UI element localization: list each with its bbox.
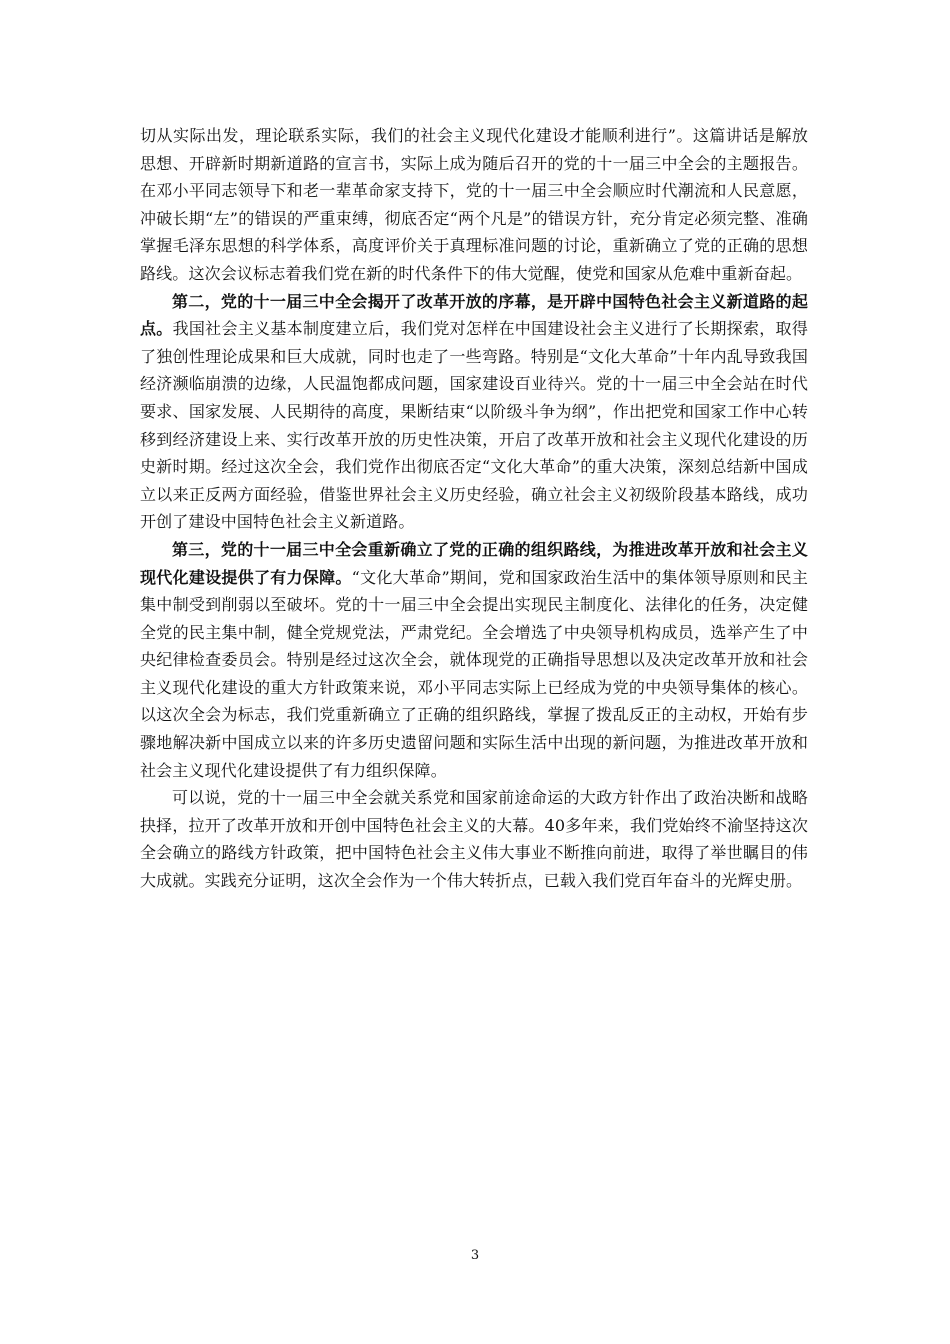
page-number: 3 (470, 1248, 480, 1263)
paragraph-text: 可以说，党的十一届三中全会就关系党和国家前途命运的大政方针作出了政治决断和战略抉择，拉开了改革开放和开创中国特色社会主义的大幕。40多年来，我们党始终不渝坚持这次全会确立的路线方针政策，把中国特色社会主义伟大事业不断推向前进，取得了举世瞩目的伟大成就。实践充分证明，这次全会作为一个伟大转折点，已载入我们党百年奋斗的光辉史册。 (140, 788, 808, 891)
paragraph-conclusion (140, 784, 808, 894)
document-body (140, 122, 808, 895)
paragraph-second-point (140, 288, 808, 536)
paragraph-text: 我国社会主义基本制度建立后，我们党对怎样在中国建设社会主义进行了长期探索，取得了独创性理论成果和巨大成就，同时也走了一些弯路。特别是“文化大革命”十年内乱导致我国经济濒临崩溃的边缘，人民温饱都成问题，国家建设百业待兴。党的十一届三中全会站在时代要求、国家发展、人民期待的高度，果断结束“以阶级斗争为纲”，作出把党和国家工作中心转移到经济建设上来、实行改革开放的历史性决策，开启了改革开放和社会主义现代化建设的历史新时期。经过这次全会，我们党作出彻底否定“文化大革命”的重大决策，深刻总结新中国成立以来正反两方面经验，借鉴世界社会主义历史经验，确立社会主义初级阶段基本路线，成功开创了建设中国特色社会主义新道路。 (140, 319, 808, 532)
paragraph-text: 切从实际出发，理论联系实际，我们的社会主义现代化建设才能顺利进行”。这篇讲话是解放思想、开辟新时期新道路的宣言书，实际上成为随后召开的党的十一届三中全会的主题报告。在邓小平同志领导下和老一辈革命家支持下，党的十一届三中全会顺应时代潮流和人民意愿，冲破长期“左”的错误的严重束缚，彻底否定“两个凡是”的错误方针，充分肯定必须完整、准确掌握毛泽东思想的科学体系，高度评价关于真理标准问题的讨论，重新确立了党的正确的思想路线。这次会议标志着我们党在新的时代条件下的伟大觉醒，使党和国家从危难中重新奋起。 (140, 126, 808, 283)
paragraph-heading: 第二，党的十一届三中全会揭开了改革开放的序幕，是开辟中国特色社会主义新道路的起点。 (140, 291, 808, 339)
paragraph-continuation (140, 122, 808, 288)
paragraph-text: “文化大革命”期间，党和国家政治生活中的集体领导原则和民主集中制受到削弱以至破坏。党的十一届三中全会提出实现民主制度化、法律化的任务，决定健全党的民主集中制，健全党规党法，严肃党纪。全会增选了中央领导机构成员，选举产生了中央纪律检查委员会。特别是经过这次全会，就体现党的正确指导思想以及决定改革开放和社会主义现代化建设的重大方针政策来说，邓小平同志实际上已经成为党的中央领导集体的核心。以这次全会为标志，我们党重新确立了正确的组织路线，掌握了拨乱反正的主动权，开始有步骤地解决新中国成立以来的许多历史遗留问题和实际生活中出现的新问题，为推进改革开放和社会主义现代化建设提供了有力组织保障。 (140, 567, 808, 780)
paragraph-third-point (140, 536, 808, 784)
paragraph-heading: 第三，党的十一届三中全会重新确立了党的正确的组织路线，为推进改革开放和社会主义现代化建设提供了有力保障。 (140, 539, 808, 587)
